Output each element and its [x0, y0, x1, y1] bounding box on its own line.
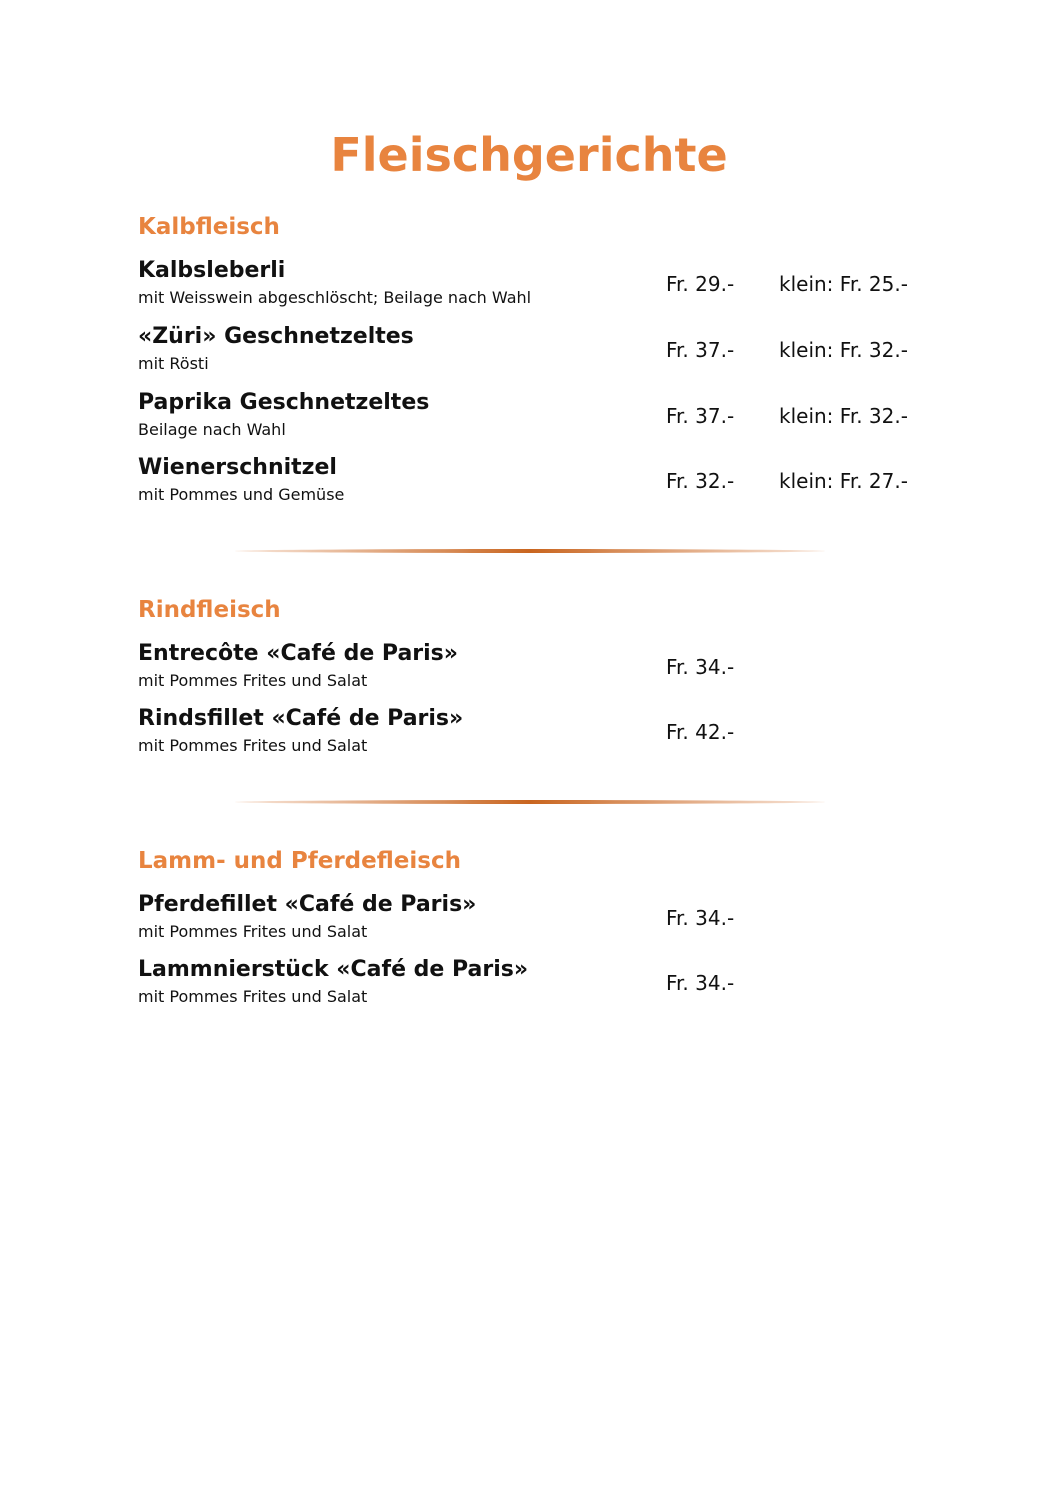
- item-price: Fr. 29.-: [666, 272, 735, 296]
- section-divider: [235, 549, 825, 553]
- item-name: Paprika Geschnetzeltes: [138, 390, 430, 415]
- menu-item-zueri-geschnetzeltes: [138, 324, 938, 384]
- item-description: mit Pommes und Gemüse: [138, 485, 345, 504]
- item-name: Kalbsleberli: [138, 258, 286, 283]
- menu-item-lammnierstueck: [138, 957, 938, 1017]
- menu-item-kalbsleberli: [138, 258, 938, 318]
- item-name: «Züri» Geschnetzeltes: [138, 324, 414, 349]
- item-price: Fr. 32.-: [666, 469, 735, 493]
- item-description: mit Pommes Frites und Salat: [138, 987, 368, 1006]
- item-description: mit Pommes Frites und Salat: [138, 671, 368, 690]
- item-price: Fr. 37.-: [666, 338, 735, 362]
- item-description: mit Weisswein abgeschlöscht; Beilage nach Wahl: [138, 288, 532, 307]
- menu-item-paprika-geschnetzeltes: [138, 390, 938, 450]
- item-name: Wienerschnitzel: [138, 455, 337, 480]
- item-description: mit Rösti: [138, 354, 209, 373]
- item-small-price: klein: Fr. 25.-: [779, 272, 908, 296]
- menu-item-wienerschnitzel: [138, 455, 938, 515]
- item-price: Fr. 34.-: [666, 655, 735, 679]
- menu-item-pferdefillet: [138, 892, 938, 952]
- item-price: Fr. 34.-: [666, 906, 735, 930]
- item-price: Fr. 42.-: [666, 720, 735, 744]
- item-price: Fr. 34.-: [666, 971, 735, 995]
- item-small-price: klein: Fr. 32.-: [779, 404, 908, 428]
- section-title-rindfleisch: Rindfleisch: [138, 597, 281, 623]
- item-price: Fr. 37.-: [666, 404, 735, 428]
- item-description: Beilage nach Wahl: [138, 420, 286, 439]
- section-divider: [235, 800, 825, 804]
- section-title-kalbfleisch: Kalbfleisch: [138, 214, 280, 240]
- menu-item-rindsfillet: [138, 706, 938, 766]
- page-title: Fleischgerichte: [330, 128, 728, 182]
- item-name: Pferdefillet «Café de Paris»: [138, 892, 477, 917]
- menu-item-entrecote: [138, 641, 938, 701]
- item-name: Entrecôte «Café de Paris»: [138, 641, 458, 666]
- item-description: mit Pommes Frites und Salat: [138, 922, 368, 941]
- item-name: Rindsfillet «Café de Paris»: [138, 706, 464, 731]
- section-title-lamm-pferdefleisch: Lamm- und Pferdefleisch: [138, 848, 461, 874]
- item-small-price: klein: Fr. 27.-: [779, 469, 908, 493]
- item-small-price: klein: Fr. 32.-: [779, 338, 908, 362]
- item-description: mit Pommes Frites und Salat: [138, 736, 368, 755]
- item-name: Lammnierstück «Café de Paris»: [138, 957, 529, 982]
